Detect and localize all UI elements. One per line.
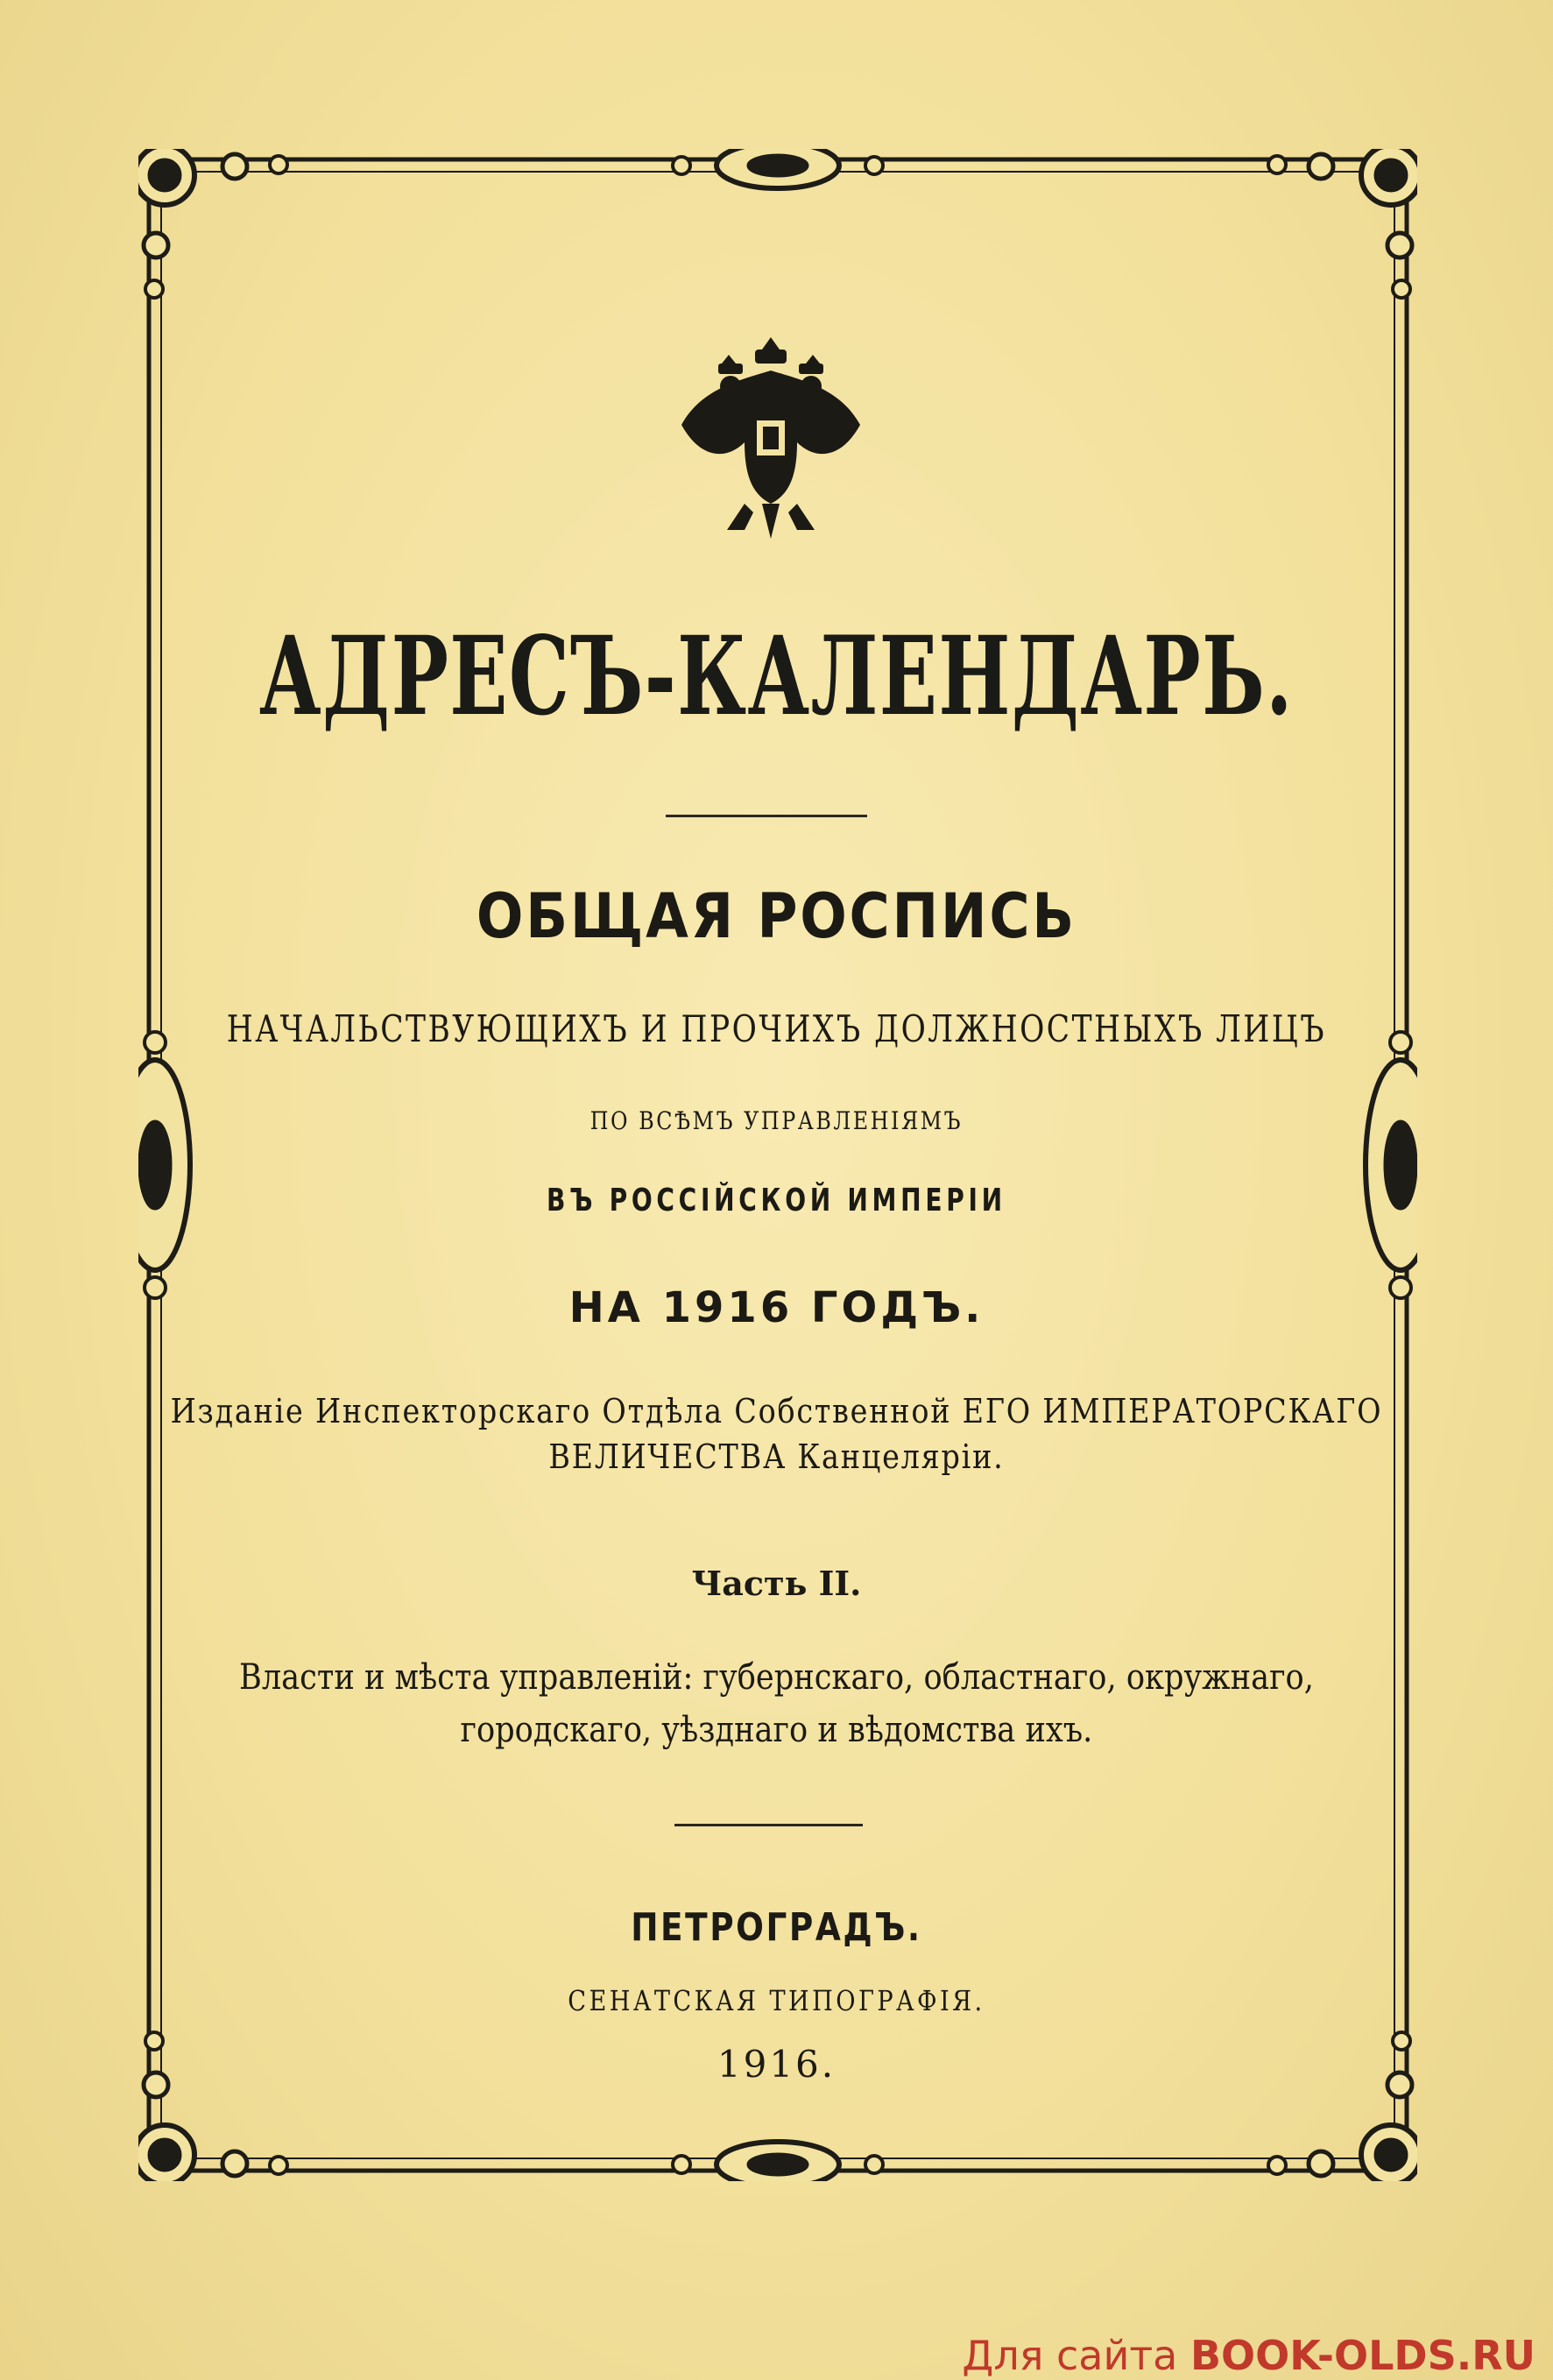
- watermark-site: BOOK-OLDS.RU: [1190, 2332, 1535, 2379]
- top-center-ornament: [673, 149, 883, 188]
- city: ПЕТРОГРАДЪ.: [631, 1905, 922, 1950]
- watermark-prefix: Для сайта: [962, 2332, 1190, 2379]
- page-title: АДРЕСЪ-КАЛЕНДАРЬ.: [258, 613, 1294, 740]
- subtitle-line-3: ВЪ РОССІЙСКОЙ ИМПЕРІИ: [546, 1183, 1006, 1218]
- subtitle-line-1: НАЧАЛЬСТВУЮЩИХЪ И ПРОЧИХЪ ДОЛЖНОСТНЫХЪ ЛИЦЪ: [226, 1007, 1327, 1050]
- left-side-ornament: [138, 1032, 190, 1298]
- double-headed-eagle-icon: [674, 328, 867, 547]
- divider-rule-lower: [674, 1824, 863, 1826]
- print-year: 1916.: [716, 2043, 837, 2086]
- watermark: [962, 2332, 1535, 2379]
- part-description: [93, 1651, 1459, 1756]
- subtitle: ОБЩАЯ РОСПИСЬ: [476, 880, 1077, 952]
- year-line: НА 1916 ГОДЪ.: [568, 1283, 985, 1332]
- subtitle-line-2: ПО ВСѢМЪ УПРАВЛЕНІЯМЪ: [589, 1106, 964, 1135]
- publisher-line-2: ВЕЛИЧЕСТВА Канцеляріи.: [548, 1437, 1005, 1476]
- printer: СЕНАТСКАЯ ТИПОГРАФІЯ.: [568, 1984, 985, 2017]
- description-line-1: Власти и мѣста управленій: губернскаго, областнаго, окружнаго,: [238, 1657, 1314, 1698]
- publisher-line-1: Изданіе Инспекторскаго Отдѣла Собственной ЕГО ИМПЕРАТОРСКАГО: [170, 1392, 1383, 1430]
- divider-rule: [666, 815, 867, 817]
- description-line-2: городскаго, уѣзднаго и вѣдомства ихъ.: [460, 1710, 1093, 1750]
- publisher-statement: [93, 1388, 1459, 1480]
- part-number: Часть II.: [691, 1564, 862, 1603]
